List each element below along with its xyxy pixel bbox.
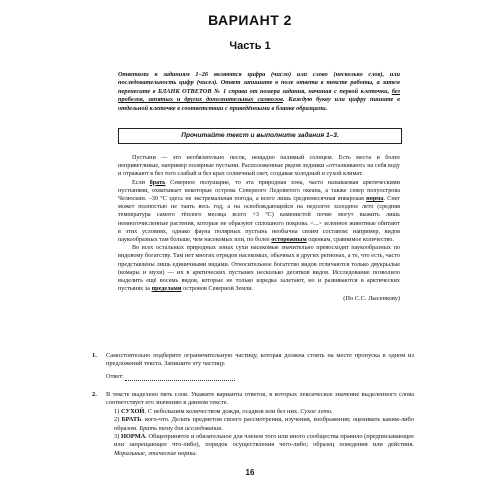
question-number: 2.	[92, 391, 97, 398]
option-definition: . С небольшим количеством дождя, осадков или без них.	[144, 407, 299, 415]
text-author: (По С.С. Лысенкову)	[343, 295, 400, 303]
question-1	[92, 352, 414, 381]
option-definition: . кого-что. Делать предметом своего рассмотрения, изучения, изображения; оценивать каким-либо образом.	[114, 416, 415, 432]
instructions-text-1: Ответами к заданиям 1–26 являются цифра (число) или слово (несколько слов), или последовательность цифр (чисел). Ответ запишите в поле ответа в тексте работы, а затем перенесите в БЛАНК ОТВЕТОВ № 1 справа от номера задания, начиная с первой клеточки,	[118, 71, 400, 95]
question-2	[92, 391, 415, 458]
option-word: НОРМА	[120, 433, 146, 441]
answer-row	[106, 373, 414, 381]
p2-text-g: оценкам, сравнимое количество.	[308, 236, 394, 244]
option-3	[106, 433, 414, 458]
p2-text-a: Если	[132, 178, 145, 186]
option-2	[106, 416, 414, 433]
instructions-text-2: . Каждую букву или цифру пишите в отдельной клеточке в соответствии с приведёнными в бланке образцами.	[118, 96, 400, 112]
instructions	[118, 71, 400, 113]
task-instruction-box: Прочитайте текст и выполните задания 1–3.	[118, 128, 402, 144]
question-text: Самостоятельно подберите ограничительную частицу, которая должна стоять на месте пропуска в одном из предложений текста. Запишите эту частицу.	[106, 352, 414, 368]
reading-text	[118, 154, 400, 304]
option-number: 1)	[114, 407, 120, 415]
instructions-underlined: без пробелов, запятых и других дополнительных символов	[118, 87, 400, 104]
highlighted-word-predelami: пределами	[151, 285, 182, 293]
option-example: Сухое лето.	[300, 407, 333, 415]
option-number: 2)	[114, 416, 120, 424]
paragraph-1: Пустыни — это необязательно песок, нещадно палимый солнцем. Есть места и более неприветливые, например полярные пустыни. Расположенные рядом ледники «отталкивают» на себя воду и отражают в без того слабый и без крах солнечный свет, создавая холодный и сухой климат.	[118, 154, 400, 178]
option-definition: . Общепринятое и обязательное для членов того или иного сообщества правило (предписывающее или запрещающее что-либо), порядок осуществления чего-либо; образец поведения или действия.	[114, 433, 414, 449]
part-title: Часть 1	[229, 40, 271, 52]
option-1	[106, 408, 414, 416]
option-word: БРАТЬ	[121, 416, 142, 424]
paragraph-3	[118, 244, 400, 293]
option-number: 3)	[114, 433, 120, 441]
question-number: 1.	[92, 352, 97, 359]
paragraph-2	[118, 179, 400, 245]
question-text: В тексте выделено пять слов. Укажите варианты ответов, в которых лексическое значение выделенного слова соответствует его значению в данном тексте.	[106, 391, 414, 407]
page-number: 16	[245, 468, 255, 477]
option-example: Моральные, этические нормы.	[114, 449, 198, 457]
highlighted-word-ostorozhnym: осторожным	[271, 236, 307, 244]
option-word: СУХОЙ	[120, 407, 145, 415]
p2-text-c: Северное полушарие, то эта природная зона, часто называемая арктическими пустынями, охватывает некоторые острова Северного Ледовитого океана, а также север полуострова Челюскин. –30 °С здесь не экстремальная погода, а всего лишь среднемесячная январская	[118, 178, 400, 203]
highlighted-word-brat: брать	[149, 178, 166, 186]
answer-label: Ответ:	[106, 372, 124, 380]
variant-title: ВАРИАНТ 2	[208, 12, 292, 28]
p3-text-c: островов Северной Земли.	[183, 285, 254, 293]
p3-text-a: Во всех остальных природных зонах сухи насекомые значительно превосходят паукообразных по видовому богатству. Там нет многих отрядов насекомых, обычных в других регионах, а те, что есть, часто представлены лишь единичными видами. Относительное богатство видов отличаются только двукрылые (комары и мухи) — их в арктических пустынях несколько десятков видов. Исследование позволило выделить ещё восемь видов, которые не только изредка залетают, но и развиваются в арктических пустынях за	[118, 244, 400, 293]
highlighted-word-norma: норма	[366, 195, 384, 203]
answer-field[interactable]	[125, 374, 235, 381]
p2-text-e: . Снег может полностью не таять весь год, а на освобождающейся на недолгое холодное лето (средняя температура самого тёплого месяца всего +3 °С) каменистой почве могут выжить лишь немногочисленные растения, которые не образуют сплошного покрова. <...> зеленное животные обитают в этих условиях, однако фауна полярных пустынь необычна своим составом: например, видов паукообразных там больше, чем насекомых или, по более	[118, 195, 400, 244]
option-example: Брать тему для исследования.	[139, 424, 223, 432]
